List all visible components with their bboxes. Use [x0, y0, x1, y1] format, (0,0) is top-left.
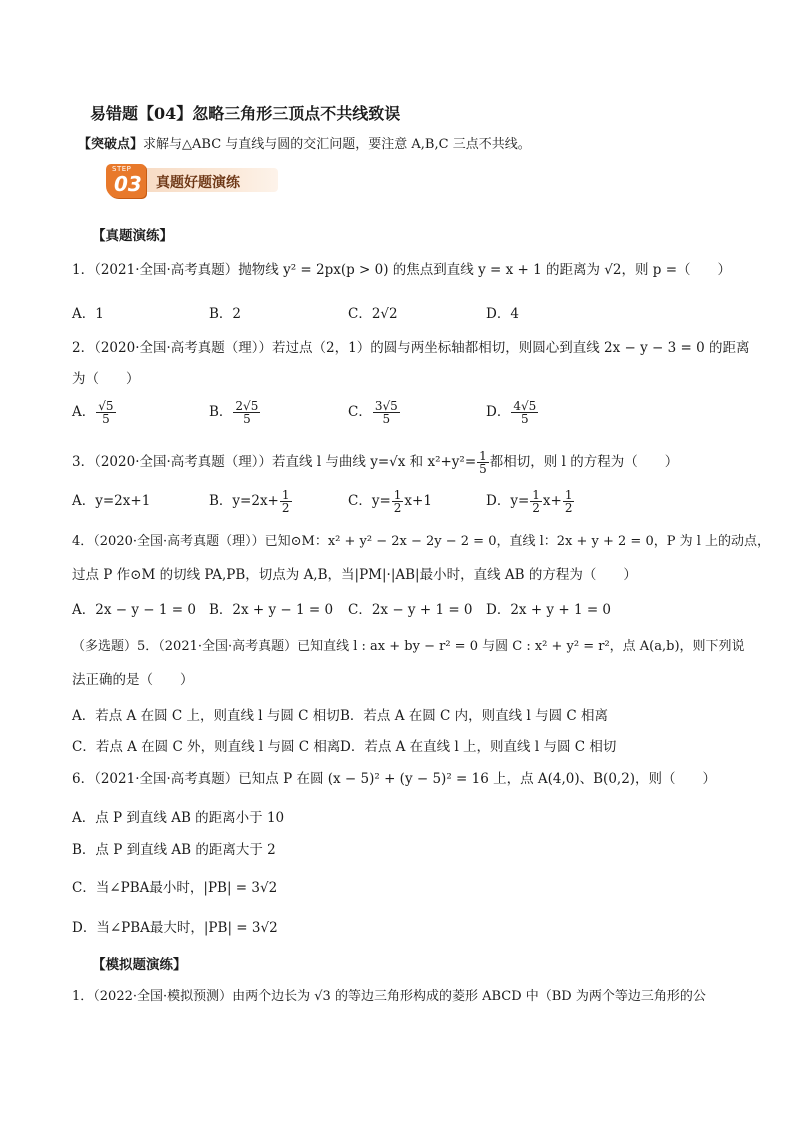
q3-option-d-denominator-2: 2: [564, 501, 573, 515]
breakthrough-point: [78, 133, 531, 152]
question-3-fraction-denominator: 5: [479, 462, 487, 476]
section-mock-exam: 【模拟题演练】: [92, 957, 187, 973]
q4-option-b: B．2x + y − 1 = 0: [209, 602, 334, 618]
question-2-line-1: 2．（2020·全国·高考真题（理））若过点（2，1）的圆与两坐标轴都相切，则圆心到直线 2x − y − 3 = 0 的距离: [72, 340, 750, 356]
q5-option-d: D．若点 A 在直线 l 上，则直线 l 与圆 C 相切: [340, 739, 617, 755]
q2-option-a-denominator: 5: [102, 412, 110, 426]
q2-option-a-label: A．: [72, 404, 96, 420]
breakthrough-label: 【突破点】: [78, 137, 144, 152]
q5-option-a: A．若点 A 在圆 C 上，则直线 l 与圆 C 相切: [72, 708, 340, 724]
q2-option-d-denominator: 5: [520, 412, 529, 426]
q2-option-b-denominator: 5: [243, 412, 251, 426]
q6-option-d: D．当∠PBA最大时，|PB| = 3√2: [72, 920, 278, 936]
q3-option-d-fraction-1: [530, 489, 542, 514]
q2-option-b: [209, 400, 261, 425]
mock-question-1: 1．（2022·全国·模拟预测）由两个边长为 √3 的等边三角形构成的菱形 ABCD 中（BD 为两个等边三角形的公: [72, 989, 706, 1004]
q4-option-c: C．2x − y + 1 = 0: [348, 602, 473, 618]
breakthrough-text: 求解与△ABC 与直线与圆的交汇问题，要注意 A,B,C 三点不共线。: [143, 137, 531, 152]
step-word: STEP: [112, 165, 132, 173]
question-6: 6．（2021·全国·高考真题）已知点 P 在圆 (x − 5)² + (y − 5)² = 16 上，点 A(4,0)、B(0,2)，则（ ）: [72, 771, 717, 787]
question-5-line-2: 法正确的是（ ）: [72, 672, 194, 688]
step-number: 03: [114, 172, 142, 196]
step-badge: [106, 164, 146, 198]
q1-option-c: C．2√2: [348, 306, 398, 322]
q6-option-a: A．点 P 到直线 AB 的距离小于 10: [72, 810, 285, 826]
q1-option-b: B．2: [209, 306, 242, 322]
q2-option-b-label: B．: [209, 404, 233, 420]
q5-option-b: B．若点 A 在圆 C 内，则直线 l 与圆 C 相离: [340, 708, 608, 724]
q2-option-c-fraction: [373, 400, 400, 425]
q3-option-b: [209, 489, 293, 514]
q3-option-d-mid: x+: [542, 493, 562, 509]
q2-option-c-numerator: 3√5: [374, 399, 398, 413]
q2-option-b-fraction: [233, 400, 260, 425]
q2-option-a-numerator: √5: [98, 399, 114, 413]
q3-option-d-numerator-2: 1: [564, 488, 573, 502]
q2-option-c: [348, 400, 401, 425]
section-real-exam: 【真题演练】: [92, 228, 173, 244]
q2-option-a-fraction: [96, 400, 115, 425]
q3-option-c-numerator: 1: [393, 488, 402, 502]
q3-option-a: A．y=2x+1: [72, 493, 151, 509]
q2-option-d: [486, 400, 539, 425]
q6-option-b: B．点 P 到直线 AB 的距离大于 2: [72, 842, 276, 858]
question-2-line-2: 为（ ）: [72, 371, 140, 387]
question-5-line-1: （多选题）5．（2021·全国·高考真题）已知直线 l : ax + by − r² = 0 与圆 C : x² + y² = r²，点 A(a,b)，则下列说: [72, 639, 745, 654]
q3-option-b-numerator: 1: [281, 488, 290, 502]
q2-option-a: [72, 400, 117, 425]
q3-option-b-denominator: 2: [281, 501, 290, 515]
q3-option-d: [486, 489, 575, 514]
q6-option-c: C．当∠PBA最小时，|PB| = 3√2: [72, 880, 278, 896]
question-4-line-2: 过点 P 作⊙M 的切线 PA,PB，切点为 A,B，当|PM|·|AB|最小时，直线 AB 的方程为（ ）: [72, 567, 637, 583]
question-3-text-b: 都相切，则 l 的方程为（ ）: [489, 454, 679, 470]
q2-option-d-numerator: 4√5: [513, 399, 537, 413]
question-3-fraction-numerator: 1: [479, 449, 487, 463]
q2-option-d-label: D．: [486, 404, 511, 420]
q3-option-d-numerator-1: 1: [532, 488, 540, 502]
q3-option-c-fraction: [392, 489, 404, 514]
q3-option-d-prefix: D．y=: [486, 493, 530, 509]
q5-option-c: C．若点 A 在圆 C 外，则直线 l 与圆 C 相离: [72, 739, 341, 755]
q3-option-d-fraction-2: [563, 489, 575, 514]
q3-option-d-denominator-1: 2: [532, 501, 540, 515]
q2-option-c-label: C．: [348, 404, 372, 420]
question-3-fraction: [477, 450, 489, 475]
q3-option-c-prefix: C．y=: [348, 493, 391, 509]
q4-option-d: D．2x + y + 1 = 0: [486, 602, 612, 618]
q2-option-c-denominator: 5: [382, 412, 391, 426]
q1-option-a: A．1: [72, 306, 104, 322]
q3-option-b-text: B．y=2x+: [209, 493, 279, 509]
step-title: 真题好题演练: [156, 175, 240, 191]
q1-option-d: D．4: [486, 306, 519, 322]
question-3: [72, 450, 678, 475]
q2-option-b-numerator: 2√5: [235, 399, 259, 413]
q3-option-c-denominator: 2: [393, 501, 402, 515]
q4-option-a: A．2x − y − 1 = 0: [72, 602, 196, 618]
problem-title: 易错题【04】忽略三角形三顶点不共线致误: [90, 104, 401, 123]
question-3-text-a: 3．（2020·全国·高考真题（理））若直线 l 与曲线 y=√x 和 x²+y²=: [72, 454, 477, 470]
q3-option-b-fraction: [280, 489, 292, 514]
q2-option-d-fraction: [511, 400, 538, 425]
q3-option-c: [348, 489, 432, 514]
question-1: 1．（2021·全国·高考真题）抛物线 y² = 2px(p > 0) 的焦点到直线 y = x + 1 的距离为 √2，则 p =（ ）: [72, 262, 732, 278]
step-banner: [106, 166, 278, 196]
q3-option-c-suffix: x+1: [404, 493, 432, 509]
question-4-line-1: 4．（2020·全国·高考真题（理））已知⊙M：x² + y² − 2x − 2y − 2 = 0，直线 l：2x + y + 2 = 0，P 为 l 上的动点，: [72, 534, 771, 549]
